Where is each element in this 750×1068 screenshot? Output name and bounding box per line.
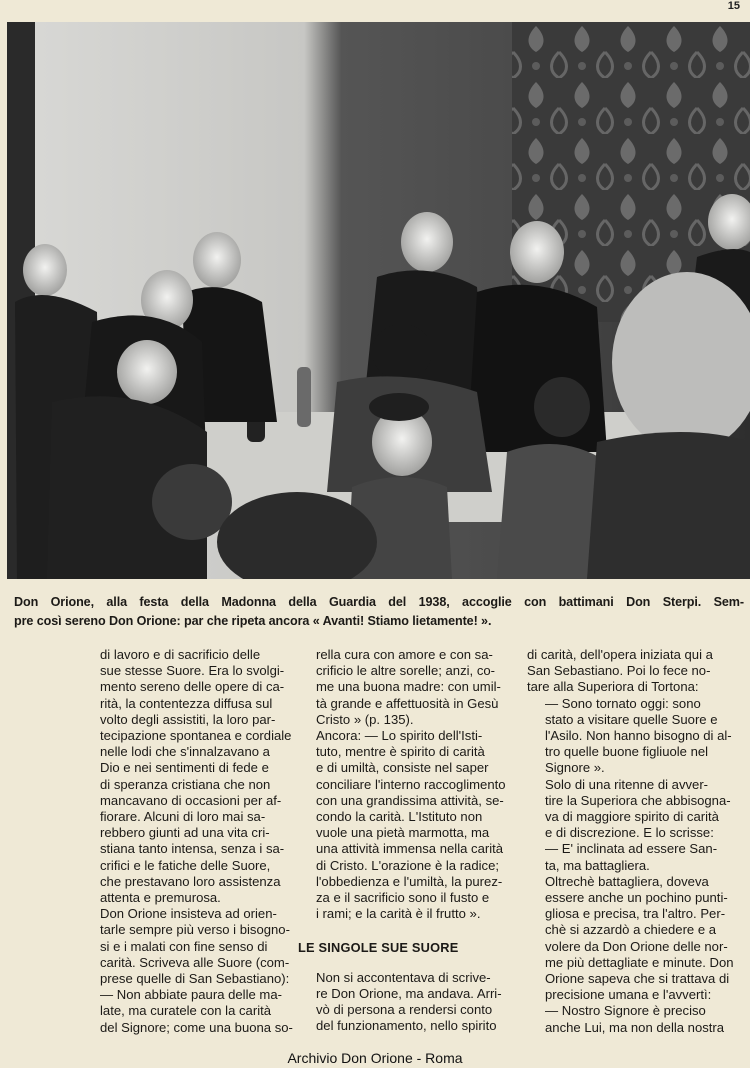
text-line: prese quelle di San Sebastiano): [100, 971, 290, 987]
text-line: tà grande e affettuosità in Gesù [316, 695, 499, 711]
text-line: tecipazione spontanea e cordiale [100, 728, 292, 744]
text-line: e di discrezione. E lo scrisse: [545, 825, 714, 841]
text-line: che prestavano loro assistenza [100, 873, 281, 889]
paragraph [527, 1003, 739, 1035]
text-line: chè si azzardò a chiedere e a [545, 922, 717, 938]
caption-line-2: pre così sereno Don Orione: par che ripeta ancora « Avanti! Stiamo lietamente! ». [14, 614, 492, 628]
text-line: con una grandissima attività, se- [316, 792, 504, 808]
text-line: si e i malati con fine senso di [100, 938, 268, 954]
paragraph [298, 647, 508, 728]
paragraph [527, 841, 739, 873]
text-line: crifici e le fatiche delle Suore, [100, 857, 271, 873]
text-line: vuole una pietà marmotta, ma [316, 825, 490, 841]
text-line: Solo di una ritenne di avver- [545, 776, 709, 792]
paragraph [527, 874, 739, 1004]
text-line: l'obbedienza e l'umiltà, la purez- [316, 873, 503, 889]
text-line: e di umiltà, consiste nel saper [316, 760, 489, 776]
text-line: mancavano di occasioni per af- [100, 792, 282, 808]
text-line: re Don Orione, ma andava. Arri- [316, 985, 502, 1001]
text-line: San Sebastiano. Poi lo fece no- [527, 663, 711, 679]
text-line: za e il sacrificio sono il fusto e [316, 890, 490, 906]
text-line: gliosa e precisa, tra l'altro. Per- [545, 906, 726, 922]
paragraph [527, 696, 739, 777]
text-line: del funzionamento, nello spirito [316, 1018, 497, 1034]
text-line: me una buona madre: con umil- [316, 679, 501, 695]
text-line: Non si accontentava di scrive- [316, 969, 491, 985]
text-line: stato a visitare quelle Suore e [545, 711, 718, 727]
text-line: precisione umana e l'avvertì: [545, 987, 712, 1003]
text-line: carità. Scriveva alle Suore (com- [100, 954, 290, 970]
text-line: — Sono tornato oggi: sono [545, 695, 701, 711]
text-line: ta, ma battagliera. [545, 857, 650, 873]
text-line: Dio e nei sentimenti di fede e [100, 760, 269, 776]
text-line: tare alla Superiora di Tortona: [527, 679, 699, 695]
page-number: 15 [727, 0, 740, 12]
text-line: — Non abbiate paura delle ma- [100, 987, 282, 1003]
text-line: di Cristo. L'orazione è la radice; [316, 857, 499, 873]
paragraph [82, 647, 292, 906]
text-line: di lavoro e di sacrificio delle [100, 647, 261, 662]
text-line: l'Asilo. Non hanno bisogno di al- [545, 728, 732, 744]
text-line: essere anche un pochino punti- [545, 890, 728, 906]
section-heading: LE SINGOLE SUE SUORE [298, 940, 459, 956]
text-line: va di maggiore spirito di carità [545, 809, 719, 825]
text-line: del Signore; come una buona so- [100, 1019, 293, 1035]
text-line: tarle sempre più verso i bisogno- [100, 922, 290, 938]
archive-footer: Archivio Don Orione - Roma [287, 1050, 463, 1066]
text-line: conciliare l'interno raccoglimento [316, 776, 506, 792]
text-line: anche Lui, ma non della nostra [545, 1019, 725, 1035]
text-line: tro quelle buone figliuole nel [545, 744, 709, 760]
text-line: una attività immensa nella carità [316, 841, 504, 857]
text-column-1 [82, 647, 293, 1036]
text-line: Orione sapeva che si trattava di [545, 971, 730, 987]
photograph [7, 22, 750, 579]
photo-caption [14, 593, 744, 631]
text-line: rità, la contentezza diffusa sul [100, 695, 273, 711]
text-line: volto degli assistiti, la loro par- [100, 711, 276, 727]
text-line: attenta e premurosa. [100, 890, 221, 906]
text-line: — E' inclinata ad essere San- [545, 841, 718, 857]
text-line: rella cura con amore e con sa- [316, 647, 493, 662]
paragraph [527, 777, 739, 842]
text-line: i rami; e la carità è il frutto ». [316, 906, 481, 922]
text-line: volere da Don Orione delle nor- [545, 938, 728, 954]
paragraph [82, 906, 293, 1036]
text-column-2 [298, 647, 508, 1034]
text-line: vò di persona a rendersi conto [316, 1002, 493, 1018]
text-line: Cristo » (p. 135). [316, 711, 414, 727]
text-line: Don Orione insisteva ad orien- [100, 906, 277, 922]
text-line: Ancora: — Lo spirito dell'Isti- [316, 728, 483, 744]
text-line: condo la carità. L'Istituto non [316, 809, 483, 825]
text-line: tire la Superiora che abbisogna- [545, 792, 731, 808]
text-line: crificio le altre sorelle; anzi, co- [316, 663, 496, 679]
text-line: — Nostro Signore è preciso [545, 1003, 706, 1019]
text-line: tuto, mentre è spirito di carità [316, 744, 485, 760]
text-line: rebbero giunti ad una vita cri- [100, 825, 270, 841]
text-line: di speranza cristiana che non [100, 776, 271, 792]
caption-line-1: Don Orione, alla festa della Madonna della Guardia del 1938, accoglie con battimani Don Sterpi. Sem- [14, 595, 744, 609]
text-line: nelle lodi che s'innalzavano a [100, 744, 270, 760]
text-line: me più dettagliate e minute. Don [545, 954, 734, 970]
text-line: di carità, dell'opera iniziata qui a [527, 647, 713, 662]
text-line: late, ma curatele con la carità [100, 1003, 272, 1019]
text-line: sue stesse Suore. Era lo svolgi- [100, 663, 285, 679]
paragraph [298, 728, 508, 922]
text-line: mento sereno delle opere di ca- [100, 679, 285, 695]
text-line: fiorare. Alcuni di loro mai sa- [100, 809, 266, 825]
text-column-3 [527, 647, 739, 1036]
paragraph [298, 970, 508, 1035]
text-line: Oltrechè battagliera, doveva [545, 873, 709, 889]
paragraph [527, 647, 739, 696]
text-line: stiana tanto intensa, senza i sa- [100, 841, 285, 857]
text-line: Signore ». [545, 760, 605, 776]
